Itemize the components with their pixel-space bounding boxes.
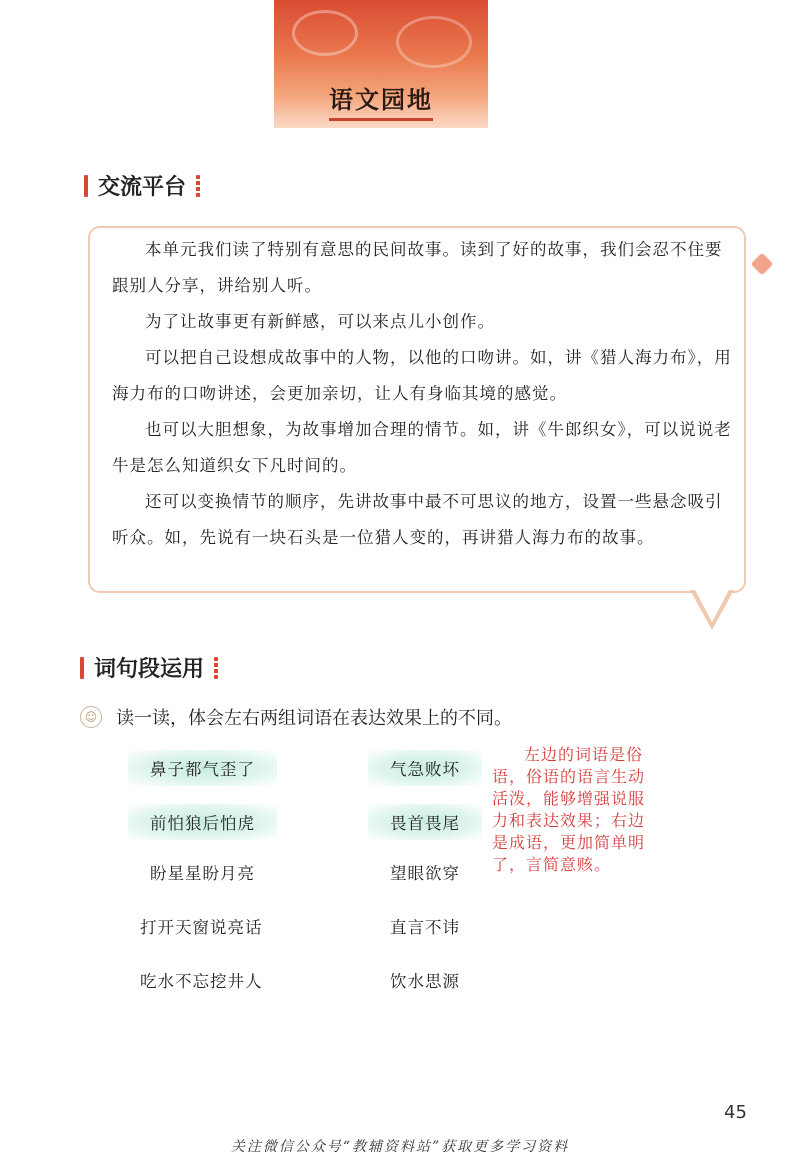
paragraph-5: 还可以变换情节的顺序，先讲故事中最不可思议的地方，设置一些悬念吸引听众。如，先说有一块石头是一位猎人变的，再讲猎人海力布的故事。 <box>112 492 723 547</box>
left-word: 鼻子都气歪了 <box>128 750 277 786</box>
left-word: 盼星星盼月亮 <box>150 864 255 883</box>
heading-bar-right <box>214 657 218 679</box>
page-title <box>274 80 488 115</box>
paragraph-2: 为了让故事更有新鲜感，可以来点儿小创作。 <box>145 312 495 331</box>
left-word: 吃水不忘挖井人 <box>140 972 263 991</box>
left-word: 打开天窗说亮话 <box>140 918 263 937</box>
paragraph-1: 本单元我们读了特别有意思的民间故事。读到了好的故事，我们会忍不住要跟别人分享，讲给别人听。 <box>112 240 723 295</box>
page-number: 45 <box>724 1102 747 1123</box>
heading-bar-left <box>80 657 84 679</box>
instruction <box>80 704 512 730</box>
page-title-text: 语文园地 <box>329 86 433 121</box>
left-word: 前怕狼后怕虎 <box>128 804 277 840</box>
instruction-text: 读一读，体会左右两组词语在表达效果上的不同。 <box>116 708 512 729</box>
footer-watermark: 关注微信公众号“教辅资料站”获取更多学习资料 <box>230 1139 570 1155</box>
right-word: 气急败坏 <box>368 750 482 786</box>
right-word: 饮水思源 <box>390 972 460 991</box>
paragraph-3: 可以把自己设想成故事中的人物，以他的口吻讲。如，讲《猎人海力布》，用海力布的口吻讲述，会更加亲切，让人有身临其境的感觉。 <box>112 348 732 403</box>
section-heading-usage <box>80 652 218 683</box>
right-word: 畏首畏尾 <box>368 804 482 840</box>
read-icon: ☺ <box>80 706 102 728</box>
tag-icon <box>751 253 774 276</box>
section-heading-exchange <box>84 170 200 201</box>
section-heading-usage-text: 词句段运用 <box>94 657 205 682</box>
heading-bar-right <box>196 175 200 197</box>
right-word: 望眼欲穿 <box>390 864 460 883</box>
speech-bubble-tail-inner <box>694 588 730 622</box>
explanation-note: 左边的词语是俗语，俗语的语言生动活泼，能够增强说服力和表达效果；右边是成语，更加简单明了，言简意赅。 <box>492 745 646 874</box>
section-heading-exchange-text: 交流平台 <box>98 175 187 200</box>
heading-bar-left <box>84 175 88 197</box>
right-word: 直言不讳 <box>390 918 460 937</box>
paragraph-4: 也可以大胆想象，为故事增加合理的情节。如，讲《牛郎织女》，可以说说老牛是怎么知道织女下凡时间的。 <box>112 420 732 475</box>
